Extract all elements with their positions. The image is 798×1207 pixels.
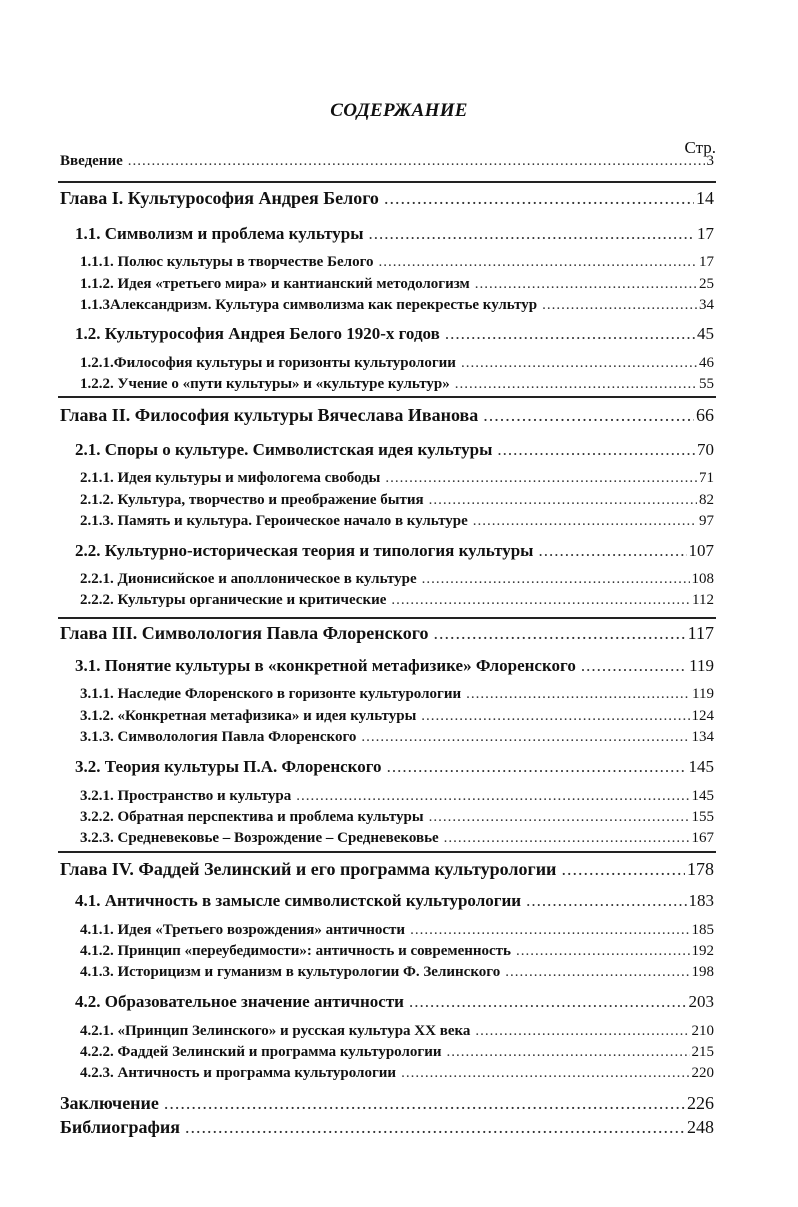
dot-leader (361, 729, 689, 746)
dot-leader (542, 297, 697, 314)
toc-entry-section (75, 224, 714, 244)
toc-entry-section (75, 992, 714, 1012)
dot-leader (384, 188, 694, 209)
toc-entry-page: 192 (691, 943, 714, 959)
toc-entry-subsection (80, 254, 714, 271)
dot-leader (581, 656, 687, 676)
toc-entry-title: Введение (60, 153, 123, 169)
toc-entry-page: 119 (689, 656, 714, 675)
dot-leader (526, 891, 686, 911)
contents-heading: СОДЕРЖАНИЕ (330, 100, 468, 121)
toc-entry-main (60, 188, 714, 209)
toc-entry-section (75, 324, 714, 344)
dot-leader (461, 355, 697, 372)
toc-entry-title: 1.2.2. Учение о «пути культуры» и «культуре культур» (80, 376, 450, 392)
toc-entry-page: 183 (688, 891, 714, 910)
dot-leader (410, 922, 689, 939)
toc-entry-page: 55 (699, 376, 714, 392)
toc-entry-main (60, 623, 714, 644)
dot-leader (379, 254, 697, 271)
toc-entry-page: 124 (691, 708, 714, 724)
toc-entry-page: 45 (697, 324, 714, 343)
toc-entry-page: 145 (691, 788, 714, 804)
page-column-label: Стр. (684, 138, 716, 157)
toc-entry-subsection (80, 355, 714, 372)
toc-entry-title: Глава II. Философия культуры Вячеслава Иванова (60, 405, 479, 425)
toc-entry-page: 17 (697, 224, 714, 243)
toc-entry-title: Заключение (60, 1093, 159, 1113)
toc-entry-page: 220 (691, 1065, 714, 1081)
toc-entry-title: 1.1.3Александризм. Культура символизма как перекрестье культур (80, 297, 538, 313)
toc-entry-title: 2.1. Споры о культуре. Символистская идея культуры (75, 440, 493, 459)
toc-entry-page: 46 (699, 355, 714, 371)
toc-entry-title: 4.1.1. Идея «Третьего возрождения» античности (80, 922, 406, 938)
toc-entry-title: 4.1. Античность в замысле символистской культурологии (75, 891, 522, 910)
toc-entry-title: 1.1.2. Идея «третьего мира» и кантианский методологизм (80, 276, 470, 292)
toc-entry-title: Библиография (60, 1117, 181, 1137)
toc-entry-page: 97 (699, 513, 714, 529)
toc-entry-page: 14 (696, 188, 714, 208)
dot-leader (296, 788, 689, 805)
toc-entry-title: 4.1.2. Принцип «переубедимости»: античность и современность (80, 943, 511, 959)
dot-leader (447, 1044, 690, 1061)
dot-leader (422, 571, 690, 588)
dot-leader (401, 1065, 689, 1082)
toc-entry-title: 2.1.1. Идея культуры и мифологема свободы (80, 470, 381, 486)
toc-entry-page: 34 (699, 297, 714, 313)
toc-entry-page: 107 (688, 541, 714, 560)
toc-entry-title: 1.1.1. Полюс культуры в творчестве Белого (80, 254, 374, 270)
toc-entry-page: 17 (699, 254, 714, 270)
toc-entry-page: 226 (687, 1093, 714, 1113)
toc-entry-main (60, 1117, 714, 1138)
toc-entry-page: 70 (697, 440, 714, 459)
toc-entry-title: 4.2.2. Фаддей Зелинский и программа культурологии (80, 1044, 442, 1060)
toc-entry-page: 215 (691, 1044, 714, 1060)
toc-entry-subsection (80, 922, 714, 939)
toc-entry-title: 2.2. Культурно-историческая теория и типология культуры (75, 541, 534, 560)
toc-entry-page: 71 (699, 470, 714, 486)
toc-entry-page: 210 (691, 1023, 714, 1039)
dot-leader (164, 1093, 685, 1114)
toc-entry-page: 248 (687, 1117, 714, 1137)
toc-entry-page: 167 (691, 830, 714, 846)
toc-entry-subsection (80, 592, 714, 609)
toc-entry-page: 155 (691, 809, 714, 825)
toc-entry-title: Глава III. Символология Павла Флоренского (60, 623, 429, 643)
toc-entry-subsection (80, 513, 714, 530)
dot-leader (538, 541, 686, 561)
dot-leader (516, 943, 690, 960)
chapter-divider (58, 181, 716, 183)
dot-leader (369, 224, 695, 244)
toc-entry-subsection (80, 1044, 714, 1061)
toc-entry-title: 3.2. Теория культуры П.А. Флоренского (75, 757, 382, 776)
dot-leader (391, 592, 690, 609)
toc-entry-title: 3.1. Понятие культуры в «конкретной метафизике» Флоренского (75, 656, 576, 675)
toc-entry-subsection (80, 708, 714, 725)
toc-entry-subsection (80, 788, 714, 805)
toc-entry-page: 145 (688, 757, 714, 776)
toc-entry-subsection (80, 571, 714, 588)
toc-entry-section (75, 656, 714, 676)
dot-leader (473, 513, 697, 530)
toc-entry-title: 3.2.3. Средневековье – Возрождение – Средневековье (80, 830, 439, 846)
toc-entry-title: 2.1.2. Культура, творчество и преображение бытия (80, 492, 424, 508)
toc-entry-title: 3.2.2. Обратная перспектива и проблема культуры (80, 809, 424, 825)
toc-entry-section (75, 891, 714, 911)
toc-entry-subsection (80, 492, 714, 509)
dot-leader (433, 623, 685, 644)
dot-leader (185, 1117, 685, 1138)
toc-entry-title: 4.2.3. Античность и программа культурологии (80, 1065, 397, 1081)
toc-entry-page: 66 (696, 405, 714, 425)
toc-entry-title: 3.1.1. Наследие Флоренского в горизонте культурологии (80, 686, 462, 702)
dot-leader (387, 757, 687, 777)
toc-entry-page: 117 (687, 623, 714, 643)
toc-entry-subsection (80, 1023, 714, 1040)
dot-leader (409, 992, 687, 1012)
toc-entry-page: 82 (699, 492, 714, 508)
dot-leader (505, 964, 689, 981)
toc-entry-subsection (80, 686, 714, 703)
chapter-divider (58, 617, 716, 619)
toc-entry-title: 3.1.2. «Конкретная метафизика» и идея культуры (80, 708, 417, 724)
dot-leader (445, 324, 695, 344)
toc-entry-subsection (80, 830, 714, 847)
toc-entry-title: 2.2.1. Дионисийское и аполлоническое в культуре (80, 571, 417, 587)
toc-entry-title: 2.2.2. Культуры органические и критические (80, 592, 387, 608)
toc-entry-page: 112 (692, 592, 714, 608)
toc-entry-title: 4.2.1. «Принцип Зелинского» и русская культура XX века (80, 1023, 471, 1039)
toc-entry-page: 185 (691, 922, 714, 938)
dot-leader (455, 376, 697, 393)
toc-entry-title: 1.2.1.Философия культуры и горизонты культурологии (80, 355, 456, 371)
dot-leader (561, 859, 685, 880)
dot-leader (483, 405, 694, 426)
toc-entry-title: 4.1.3. Историцизм и гуманизм в культурологии Ф. Зелинского (80, 964, 501, 980)
toc-entry-main (60, 1093, 714, 1114)
toc-entry-subsection (80, 470, 714, 487)
toc-entry-page: 108 (691, 571, 714, 587)
chapter-divider (58, 396, 716, 398)
toc-entry-subsection (80, 809, 714, 826)
dot-leader (429, 809, 690, 826)
toc-entry-title: 3.2.1. Пространство и культура (80, 788, 292, 804)
toc-entry-title: 2.1.3. Память и культура. Героическое начало в культуре (80, 513, 468, 529)
dot-leader (385, 470, 697, 487)
toc-entry-subsection (80, 376, 714, 393)
toc-entry-section (75, 541, 714, 561)
toc-entry-subsection (80, 943, 714, 960)
toc-entry-subsection (80, 1065, 714, 1082)
dot-leader (444, 830, 690, 847)
toc-entry-section (75, 757, 714, 777)
toc-entry-page: 3 (706, 153, 714, 169)
toc-entry-title: Глава I. Культурософия Андрея Белого (60, 188, 379, 208)
dot-leader (429, 492, 697, 509)
dot-leader (466, 686, 690, 703)
dot-leader (475, 1023, 689, 1040)
toc-entry-page: 119 (692, 686, 714, 702)
toc-entry-subsection (80, 964, 714, 981)
toc-entry-page: 198 (691, 964, 714, 980)
toc-entry-title: 3.1.3. Символология Павла Флоренского (80, 729, 357, 745)
toc-entry-title: 1.1. Символизм и проблема культуры (75, 224, 364, 243)
toc-entry-section (75, 440, 714, 460)
toc-entry-main (60, 859, 714, 880)
toc-entry-page: 25 (699, 276, 714, 292)
toc-entry-title: Глава IV. Фаддей Зелинский и его программа культурологии (60, 859, 557, 879)
toc-entry-subsection (80, 297, 714, 314)
toc-entry-main (60, 405, 714, 426)
toc-entry-main (60, 153, 714, 170)
dot-leader (475, 276, 697, 293)
toc-entry-page: 203 (688, 992, 714, 1011)
toc-entry-subsection (80, 729, 714, 746)
dot-leader (128, 153, 705, 170)
toc-entry-title: 4.2. Образовательное значение античности (75, 992, 404, 1011)
chapter-divider (58, 851, 716, 853)
dot-leader (497, 440, 695, 460)
toc-entry-page: 134 (691, 729, 714, 745)
dot-leader (421, 708, 689, 725)
toc-entry-subsection (80, 276, 714, 293)
toc-entry-page: 178 (687, 859, 714, 879)
toc-entry-title: 1.2. Культурософия Андрея Белого 1920-х годов (75, 324, 440, 343)
